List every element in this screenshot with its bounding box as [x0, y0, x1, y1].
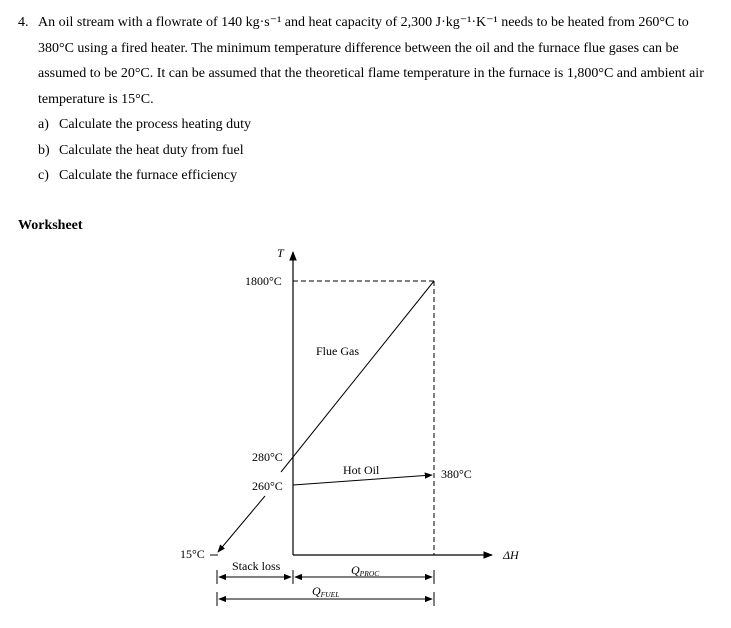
- question-text: An oil stream with a flowrate of 140 kg·s⁻¹ and heat capacity of 2,300 J·kg⁻¹·K⁻¹ needs to be heated from 260°C to 380°C using a fired heater. The minimum temperature difference between the oil and the furnace flue gases can be assumed to be 20°C. It can be assumed that the theoretical flame temperature in the furnace is 1,800°C and ambient air temperature is 15°C.: [38, 15, 704, 107]
- flue-gas-label: Flue Gas: [316, 344, 359, 358]
- temp-label-260: 260°C: [252, 479, 283, 493]
- temp-label-1800: 1800°C: [245, 274, 282, 288]
- qfuel-sub: FUEL: [320, 590, 340, 599]
- qproc-main: Q: [351, 563, 360, 577]
- part-letter: c): [38, 168, 49, 183]
- stack-loss-label: Stack loss: [232, 559, 281, 573]
- x-axis-label: ΔH: [503, 548, 519, 562]
- stack-loss-line: [218, 496, 265, 552]
- qfuel-label: [312, 584, 339, 599]
- y-axis-label: T: [277, 246, 284, 260]
- question-number: 4.: [18, 15, 29, 30]
- part-letter: a): [38, 117, 49, 132]
- flue-gas-line: [281, 281, 434, 472]
- worksheet-heading: Worksheet: [18, 218, 83, 233]
- part-letter: b): [38, 142, 50, 158]
- part-text: Calculate the process heating duty: [59, 117, 252, 132]
- part-text: Calculate the heat duty from fuel: [59, 142, 244, 158]
- qproc-sub: PROC: [359, 569, 380, 578]
- hot-oil-label: Hot Oil: [343, 463, 380, 477]
- part-text: Calculate the furnace efficiency: [59, 168, 238, 183]
- qfuel-main: Q: [312, 584, 321, 598]
- temp-label-280: 280°C: [252, 450, 283, 464]
- qproc-label: [351, 563, 380, 578]
- temp-label-380: 380°C: [441, 467, 472, 481]
- temp-label-15: 15°C: [180, 547, 205, 561]
